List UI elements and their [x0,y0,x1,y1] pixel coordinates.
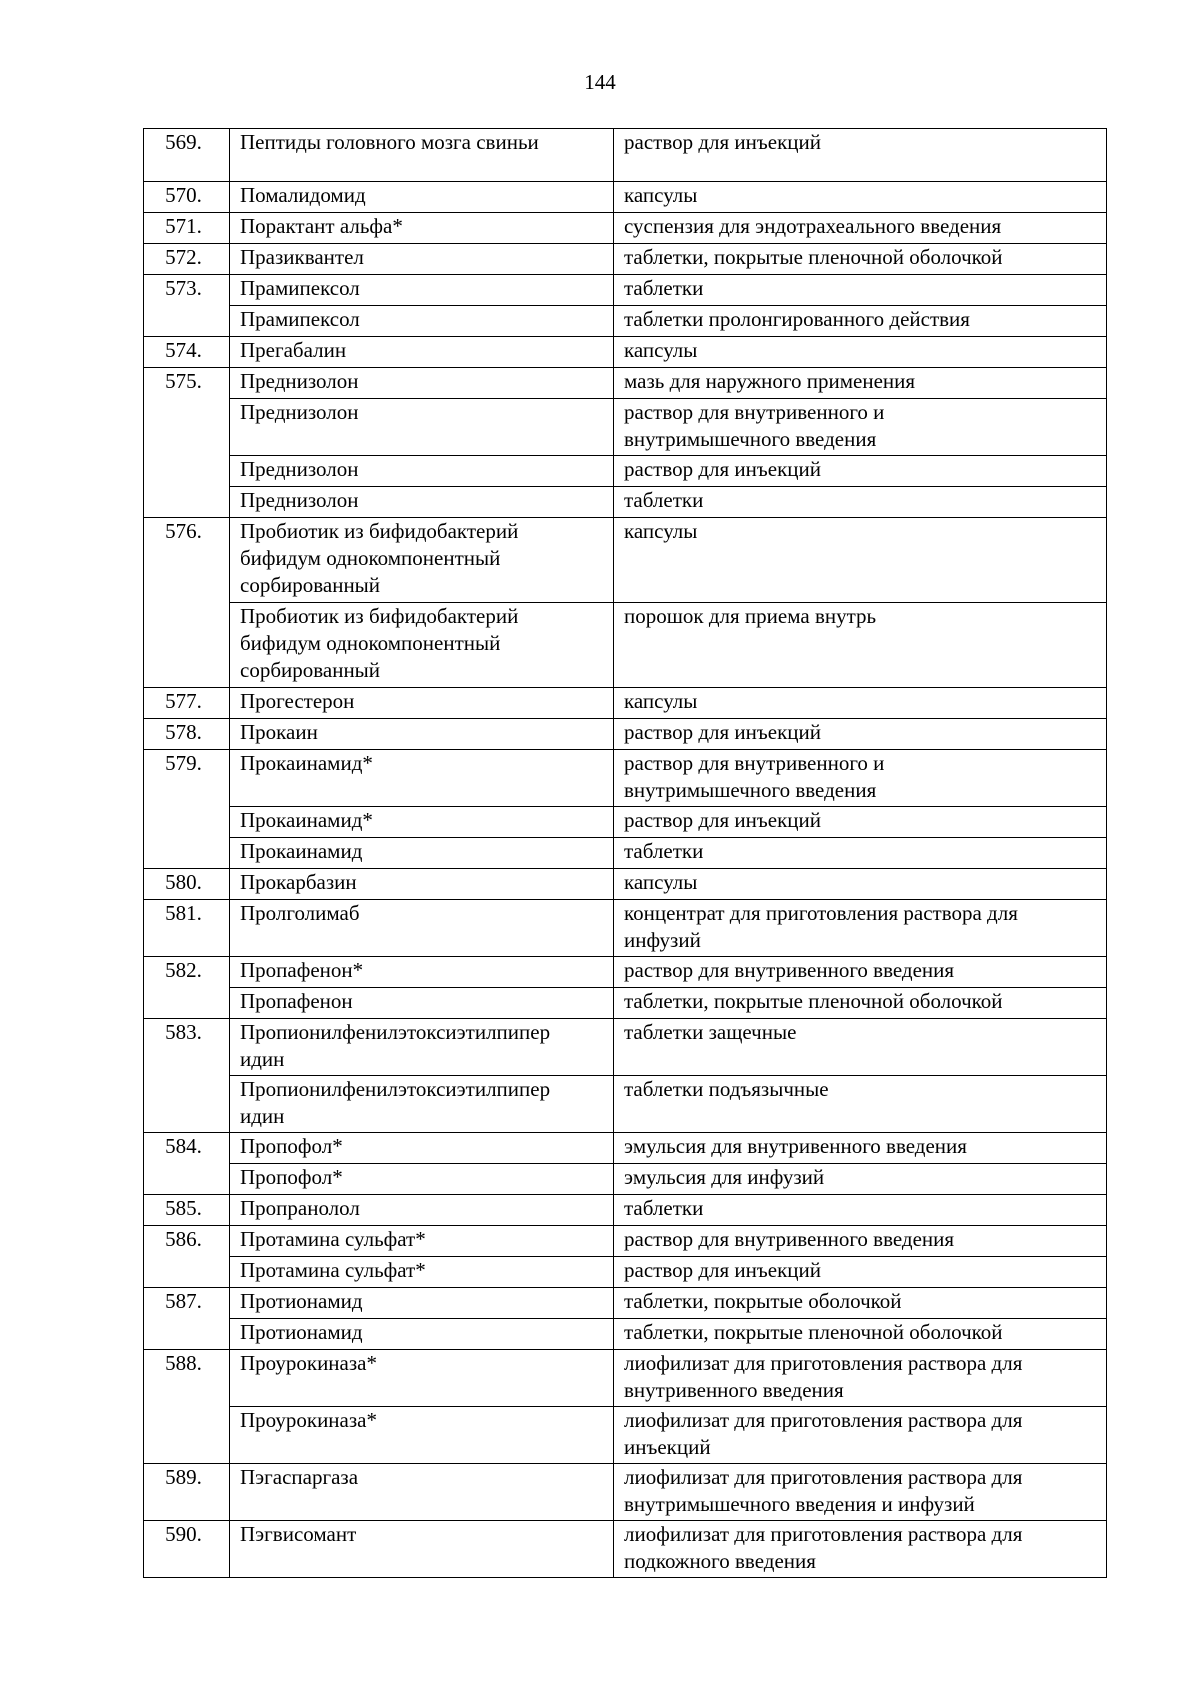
dosage-form: таблетки подъязычные [624,1077,829,1101]
drug-name: Преднизолон [240,457,359,481]
row-number-cell [144,129,230,182]
drug-name: Прокаинамид* [240,808,373,832]
drug-name-cell [230,1133,614,1164]
dosage-form: порошок для приема внутрь [624,604,877,628]
row-number-cell [144,1350,230,1464]
row-number: 587. [165,1289,202,1313]
dosage-form: капсулы [624,870,698,894]
dosage-form-cell [614,988,1107,1019]
dosage-form-cell [614,603,1107,688]
drug-name-cell [230,1464,614,1521]
drug-name: Прамипексол [240,307,360,331]
table-row [144,337,1107,368]
table-row [144,1350,1107,1407]
dosage-form: лиофилизат для приготовления раствора для инъекций [624,1408,1023,1459]
table-row [144,1464,1107,1521]
table-row [144,688,1107,719]
row-number-cell [144,337,230,368]
dosage-form-cell [614,1464,1107,1521]
table-row [144,182,1107,213]
drug-name: Пропионилфенилэтоксиэтилпипер идин [240,1020,551,1071]
drug-name: Прокаинамид* [240,751,373,775]
drug-name-cell [230,1076,614,1133]
table-row [144,838,1107,869]
dosage-form: капсулы [624,183,698,207]
row-number: 571. [165,214,202,238]
row-number: 573. [165,276,202,300]
drug-name-cell [230,275,614,306]
dosage-form: раствор для внутривенного и внутримышечного введения [624,751,885,802]
dosage-form-cell [614,487,1107,518]
table-row [144,399,1107,456]
drug-name-cell [230,838,614,869]
dosage-form: эмульсия для инфузий [624,1165,825,1189]
drug-name-cell [230,368,614,399]
row-number-cell [144,1521,230,1578]
row-number: 579. [165,751,202,775]
drug-name: Пропофол* [240,1165,343,1189]
drug-name-cell [230,1521,614,1578]
dosage-form-cell [614,1133,1107,1164]
dosage-form: концентрат для приготовления раствора для инфузий [624,901,1018,952]
drug-name: Пропафенон* [240,958,364,982]
page-number: 144 [584,70,616,94]
dosage-form: раствор для инъекций [624,720,821,744]
dosage-form: лиофилизат для приготовления раствора для внутривенного введения [624,1351,1023,1402]
dosage-form: таблетки, покрытые пленочной оболочкой [624,245,1003,269]
table-row [144,1019,1107,1076]
drug-name: Помалидомид [240,183,366,207]
table-row [144,1288,1107,1319]
dosage-form-cell [614,275,1107,306]
drug-name: Прамипексол [240,276,360,300]
table-row [144,719,1107,750]
row-number-cell [144,1019,230,1133]
row-number: 576. [165,519,202,543]
table-row [144,1076,1107,1133]
drug-name-cell [230,1288,614,1319]
table-row [144,129,1107,182]
drug-name-cell [230,337,614,368]
dosage-form-cell [614,719,1107,750]
dosage-form: раствор для инъекций [624,457,821,481]
row-number: 590. [165,1522,202,1546]
table-row [144,1133,1107,1164]
row-number: 583. [165,1020,202,1044]
dosage-form-cell [614,807,1107,838]
dosage-form-cell [614,688,1107,719]
drug-name: Пробиотик из бифидобактерий бифидум однокомпонентный сорбированный [240,519,519,597]
row-number-cell [144,957,230,1019]
dosage-form: мазь для наружного применения [624,369,916,393]
dosage-form: таблетки пролонгированного действия [624,307,970,331]
table-row [144,988,1107,1019]
dosage-form-cell [614,838,1107,869]
row-number-cell [144,688,230,719]
dosage-form: таблетки, покрытые оболочкой [624,1289,902,1313]
table-row [144,900,1107,957]
table-row [144,603,1107,688]
table-row [144,213,1107,244]
drug-name: Прогестерон [240,689,355,713]
row-number: 584. [165,1134,202,1158]
row-number: 580. [165,870,202,894]
table-row [144,1319,1107,1350]
drug-list-table [143,128,1107,1578]
drug-name: Протионамид [240,1320,363,1344]
table-row [144,1195,1107,1226]
dosage-form-cell [614,900,1107,957]
row-number-cell [144,518,230,688]
row-number: 570. [165,183,202,207]
drug-name-cell [230,900,614,957]
dosage-form-cell [614,1350,1107,1407]
table-row [144,957,1107,988]
drug-name-cell [230,807,614,838]
drug-name: Преднизолон [240,400,359,424]
drug-name: Прегабалин [240,338,347,362]
table-row [144,487,1107,518]
dosage-form-cell [614,182,1107,213]
drug-name: Преднизолон [240,488,359,512]
row-number-cell [144,719,230,750]
dosage-form-cell [614,518,1107,603]
dosage-form-cell [614,1076,1107,1133]
drug-name: Прокаинамид [240,839,363,863]
dosage-form-cell [614,1288,1107,1319]
row-number-cell [144,1195,230,1226]
dosage-form: раствор для инъекций [624,1258,821,1282]
drug-name-cell [230,1257,614,1288]
drug-name-cell [230,750,614,807]
row-number: 588. [165,1351,202,1375]
drug-name-cell [230,456,614,487]
drug-name-cell [230,603,614,688]
drug-name-cell [230,1350,614,1407]
dosage-form-cell [614,306,1107,337]
dosage-form: суспензия для эндотрахеального введения [624,214,1002,238]
drug-name-cell [230,1407,614,1464]
row-number: 572. [165,245,202,269]
drug-name: Пэгаспаргаза [240,1465,359,1489]
drug-name-cell [230,182,614,213]
table-row [144,244,1107,275]
drug-name: Преднизолон [240,369,359,393]
dosage-form: капсулы [624,519,698,543]
dosage-form: раствор для внутривенного и внутримышечного введения [624,400,885,451]
table-row [144,750,1107,807]
row-number: 586. [165,1227,202,1251]
dosage-form: таблетки [624,839,704,863]
drug-name: Пропранолол [240,1196,360,1220]
row-number-cell [144,275,230,337]
drug-name: Пробиотик из бифидобактерий бифидум однокомпонентный сорбированный [240,604,519,682]
table-row [144,1407,1107,1464]
drug-name: Пэгвисомант [240,1522,357,1546]
dosage-form: эмульсия для внутривенного введения [624,1134,967,1158]
dosage-form-cell [614,213,1107,244]
dosage-form: таблетки, покрытые пленочной оболочкой [624,989,1003,1013]
drug-name-cell [230,1019,614,1076]
table-row [144,368,1107,399]
drug-name: Празиквантел [240,245,364,269]
dosage-form: раствор для инъекций [624,808,821,832]
drug-name-cell [230,244,614,275]
drug-name: Прокаин [240,720,318,744]
row-number: 581. [165,901,202,925]
row-number-cell [144,900,230,957]
dosage-form-cell [614,368,1107,399]
drug-name: Пропофол* [240,1134,343,1158]
drug-name: Проурокиназа* [240,1408,377,1432]
row-number: 575. [165,369,202,393]
dosage-form-cell [614,1195,1107,1226]
dosage-form-cell [614,399,1107,456]
drug-name: Пролголимаб [240,901,360,925]
table-body [144,129,1107,1578]
row-number-cell [144,182,230,213]
dosage-form-cell [614,1257,1107,1288]
row-number: 577. [165,689,202,713]
drug-name-cell [230,306,614,337]
row-number: 569. [165,130,202,154]
drug-name-cell [230,213,614,244]
row-number: 585. [165,1196,202,1220]
table-row [144,1257,1107,1288]
table-row [144,1226,1107,1257]
row-number: 589. [165,1465,202,1489]
dosage-form-cell [614,1521,1107,1578]
dosage-form: таблетки [624,488,704,512]
dosage-form: раствор для внутривенного введения [624,958,955,982]
table-row [144,1164,1107,1195]
table-row [144,518,1107,603]
drug-name: Протамина сульфат* [240,1258,426,1282]
dosage-form-cell [614,337,1107,368]
row-number-cell [144,213,230,244]
row-number: 578. [165,720,202,744]
dosage-form-cell [614,1226,1107,1257]
row-number: 582. [165,958,202,982]
table-row [144,807,1107,838]
drug-name-cell [230,1226,614,1257]
row-number: 574. [165,338,202,362]
dosage-form: раствор для инъекций [624,130,821,154]
drug-name-cell [230,957,614,988]
row-number-cell [144,1288,230,1350]
row-number-cell [144,368,230,518]
dosage-form: таблетки, покрытые пленочной оболочкой [624,1320,1003,1344]
dosage-form-cell [614,1407,1107,1464]
row-number-cell [144,1226,230,1288]
dosage-form: раствор для внутривенного введения [624,1227,955,1251]
drug-name-cell [230,518,614,603]
drug-name: Пропионилфенилэтоксиэтилпипер идин [240,1077,551,1128]
row-number-cell [144,750,230,869]
row-number-cell [144,1464,230,1521]
dosage-form: лиофилизат для приготовления раствора для подкожного введения [624,1522,1023,1573]
drug-name-cell [230,399,614,456]
dosage-form-cell [614,1164,1107,1195]
dosage-form-cell [614,750,1107,807]
dosage-form: лиофилизат для приготовления раствора для внутримышечного введения и инфузий [624,1465,1023,1516]
row-number-cell [144,244,230,275]
dosage-form-cell [614,129,1107,182]
drug-name-cell [230,688,614,719]
row-number-cell [144,869,230,900]
table-row [144,1521,1107,1578]
drug-name-cell [230,719,614,750]
dosage-form: таблетки [624,1196,704,1220]
drug-name: Прокарбазин [240,870,357,894]
dosage-form-cell [614,1319,1107,1350]
table-row [144,456,1107,487]
drug-name: Порактант альфа* [240,214,403,238]
dosage-form: капсулы [624,689,698,713]
drug-name-cell [230,1164,614,1195]
drug-name: Пептиды головного мозга свиньи [240,130,539,154]
table-row [144,275,1107,306]
drug-name-cell [230,869,614,900]
drug-name-cell [230,1195,614,1226]
table-row [144,869,1107,900]
dosage-form-cell [614,869,1107,900]
dosage-form: таблетки защечные [624,1020,797,1044]
dosage-form-cell [614,957,1107,988]
dosage-form: таблетки [624,276,704,300]
drug-name: Протамина сульфат* [240,1227,426,1251]
drug-name-cell [230,1319,614,1350]
dosage-form-cell [614,456,1107,487]
row-number-cell [144,1133,230,1195]
dosage-form-cell [614,1019,1107,1076]
drug-name-cell [230,129,614,182]
drug-name-cell [230,988,614,1019]
dosage-form-cell [614,244,1107,275]
drug-name: Проурокиназа* [240,1351,377,1375]
dosage-form: капсулы [624,338,698,362]
drug-name: Пропафенон [240,989,353,1013]
drug-name-cell [230,487,614,518]
table-row [144,306,1107,337]
drug-name: Протионамид [240,1289,363,1313]
